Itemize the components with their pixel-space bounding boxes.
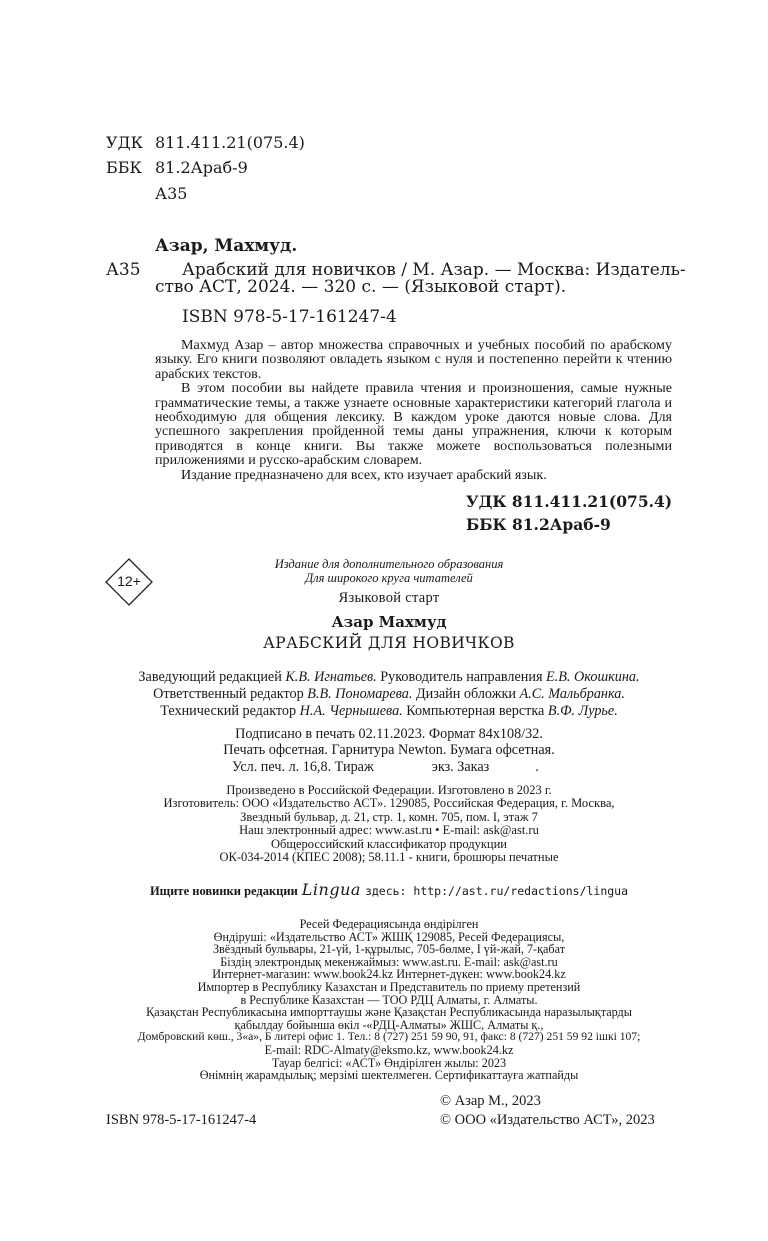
kazakh-line: Домбровский көш., 3«а», Б литері офис 1. Тел.: 8 (727) 251 59 90, 91, факс: 8 (727) 251 59 92 ішкі 107; xyxy=(137,1030,641,1044)
edition-audience: Для широкого круга читателей xyxy=(305,571,473,585)
kazakh-line: қабылдау бойынша өкіл -«РДЦ-Алматы» ЖШС, Алматы қ., xyxy=(234,1017,544,1032)
bib-isbn: ISBN 978-5-17-161247-4 xyxy=(182,307,397,327)
staff-role: Ответственный редактор xyxy=(153,686,308,702)
print-line-1: Подписано в печать 02.11.2023. Формат 84х108/32. xyxy=(235,726,543,742)
annotation xyxy=(155,338,672,482)
copyright-publisher: © ООО «Издательство АСТ», 2023 xyxy=(440,1112,655,1128)
edition-purpose: Издание для дополнительного образования xyxy=(274,557,504,571)
lingua-line xyxy=(104,880,674,900)
staff-role: Руководитель направления xyxy=(376,669,547,685)
kazakh-line: Өнімнің жарамдылық; мерзімі шектелмеген. Сертификаттауға жатпайды xyxy=(199,1068,579,1083)
lingua-prefix: Ищите новинки редакции xyxy=(149,884,298,898)
staff-role: Заведующий редакцией xyxy=(138,669,286,685)
bib-author-mark: А35 xyxy=(106,260,141,280)
udk-bold: УДК 811.411.21(075.4) xyxy=(466,492,673,511)
kazakh-line: Ресей Федерациясында өндірілген xyxy=(299,917,479,931)
annotation-paragraph: Издание предназначено для всех, кто изучает арабский язык. xyxy=(181,466,547,483)
age-rating-text: 12+ xyxy=(117,573,141,589)
annotation-paragraph: Махмуд Азар – автор множества справочных и учебных пособий по арабскому языку. Его книги позволяют овладеть языком с нуля и постепенно перейти к чтению арабских текстов. xyxy=(155,337,672,382)
staff-line-2 xyxy=(104,686,674,703)
lingua-logo: Lingua xyxy=(301,880,361,899)
udk-label: УДК xyxy=(106,133,143,152)
kazakh-line: Интернет-магазин: www.book24.kz Интернет-дүкен: www.book24.kz xyxy=(212,967,566,982)
print-sheets: Усл. печ. л. 16,8. Тираж xyxy=(232,759,374,775)
staff-line-1 xyxy=(104,669,674,686)
manufacturer-line: Произведено в Российской Федерации. Изготовлено в 2023 г. xyxy=(226,783,552,797)
series-name: Языковой старт xyxy=(338,590,440,606)
print-line-2: Печать офсетная. Гарнитура Newton. Бумага офсетная. xyxy=(223,742,555,758)
kazakh-info xyxy=(104,918,674,1082)
manufacturer-line: Наш электронный адрес: www.ast.ru • E-mail: ask@ast.ru xyxy=(239,823,539,838)
staff-person: Н.А. Чернышева. xyxy=(299,703,403,719)
staff-role: Технический редактор xyxy=(160,703,300,719)
kazakh-line: Қазақстан Республикасына импорттаушы және Қазақстан Республикасында наразылықтарды xyxy=(146,1005,632,1020)
manufacturer-line: Общероссийский классификатор продукции xyxy=(270,836,508,851)
manufacturer-line: ОК-034-2014 (КПЕС 2008); 58.11.1 - книги, брошюры печатные xyxy=(219,850,559,865)
kazakh-line: Звёздный бульвары, 21-үй, 1-құрылыс, 705-бөлме, I үй-жай, 7-қабат xyxy=(212,942,566,957)
copyright-author: © Азар М., 2023 xyxy=(440,1093,541,1109)
edition-title: АРАБСКИЙ ДЛЯ НОВИЧКОВ xyxy=(263,634,515,652)
bbk-bold: ББК 81.2Араб-9 xyxy=(466,515,611,534)
annotation-paragraph: В этом пособии вы найдете правила чтения и произношения, самые нужные грамматические темы, а также узнаете основные характеристики категорий глагола и необходимую для общения лексику. В каждом уроке даются новые слова. Для успешного закрепления пройденной темы даны упражнения, ключи к которым приводятся в конце книги. Вы также можете воспользоваться полезными приложениями и русско-арабским словарем. xyxy=(155,380,672,469)
kazakh-line: E-mail: RDC-Almaty@eksmo.kz, www.book24.kz xyxy=(264,1042,514,1057)
manufacturer-line: Изготовитель: ООО «Издательство АСТ». 129085, Российская Федерация, г. Москва, xyxy=(163,796,615,811)
bib-description-line2: ство АСТ, 2024. — 320 с. — (Языковой старт). xyxy=(155,277,567,297)
kazakh-line: в Республике Казахстан — ТОО РДЦ Алматы, г. Алматы. xyxy=(240,992,538,1007)
kazakh-line: Біздің электрондық мекенжаймыз: www.ast.ru. E-mail: ask@ast.ru xyxy=(220,954,558,969)
print-order: . xyxy=(535,759,539,775)
age-rating-badge xyxy=(104,557,154,607)
print-copies: экз. Заказ xyxy=(431,759,490,775)
bbk-value: 81.2Араб-9 xyxy=(155,158,248,177)
manufacturer-info xyxy=(104,784,674,864)
staff-person: В.Ф. Лурье. xyxy=(547,703,618,719)
staff-role: Дизайн обложки xyxy=(412,686,520,702)
staff-role: Компьютерная верстка xyxy=(402,703,548,719)
staff-line-3 xyxy=(104,703,674,720)
author-mark: А35 xyxy=(155,184,188,203)
author-heading: Азар, Махмуд. xyxy=(155,236,298,256)
bib-description-line1: Арабский для новичков / М. Азар. — Москва: Издатель- xyxy=(182,260,686,280)
kazakh-line: Өндіруші: «Издательство АСТ» ЖШҚ 129085, Ресей Федерациясы, xyxy=(213,929,565,944)
staff-person: К.В. Игнатьев. xyxy=(285,669,377,685)
lingua-link[interactable]: здесь: http://ast.ru/redactions/lingua xyxy=(364,884,629,898)
staff-person: А.С. Мальбранка. xyxy=(519,686,625,702)
footer-isbn: ISBN 978-5-17-161247-4 xyxy=(106,1112,257,1128)
staff-person: Е.В. Окошкина. xyxy=(546,669,640,685)
kazakh-line: Тауар белгісі: «АСТ» Өндірілген жылы: 2023 xyxy=(271,1055,507,1070)
kazakh-line: Импортер в Республику Казахстан и Представитель по приему претензий xyxy=(197,979,581,994)
manufacturer-line: Звездный бульвар, д. 21, стр. 1, комн. 705, пом. I, этаж 7 xyxy=(240,809,538,824)
edition-author: Азар Махмуд xyxy=(331,613,447,631)
bbk-label: ББК xyxy=(106,158,142,177)
staff-person: В.В. Пономарева. xyxy=(307,686,413,702)
print-line-3 xyxy=(232,759,539,776)
udk-value: 811.411.21(075.4) xyxy=(155,133,305,152)
